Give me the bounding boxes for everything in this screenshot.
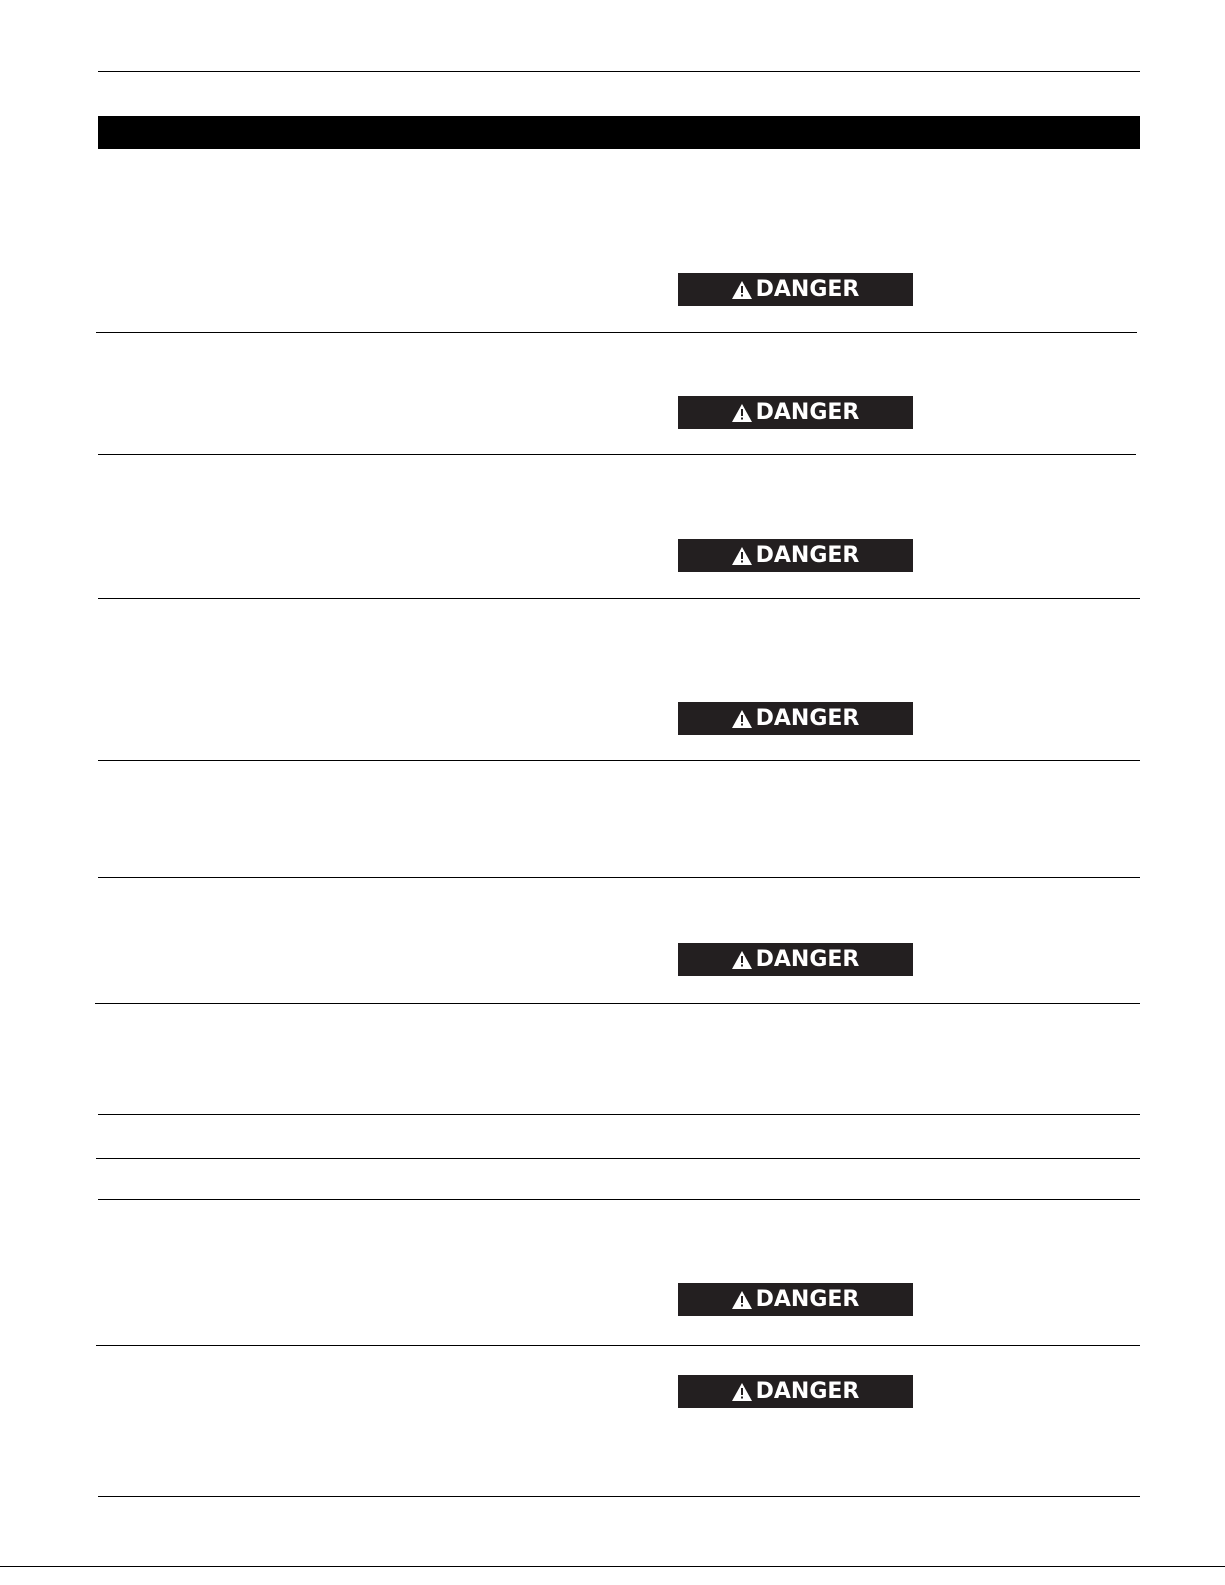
row-divider <box>98 1496 1140 1497</box>
warning-triangle-icon <box>732 710 752 728</box>
row-divider <box>95 1003 1140 1004</box>
row-divider <box>98 1114 1140 1115</box>
warning-triangle-icon <box>732 951 752 969</box>
row-divider <box>98 454 1136 455</box>
danger-tag <box>678 1283 913 1316</box>
danger-tag <box>678 273 913 306</box>
danger-tag <box>678 539 913 572</box>
warning-triangle-icon <box>732 1291 752 1309</box>
warning-triangle-icon <box>732 281 752 299</box>
section-header-bar <box>98 116 1140 149</box>
row-divider <box>98 760 1140 761</box>
danger-label: DANGER <box>755 399 860 425</box>
row-divider <box>98 877 1140 878</box>
danger-label: DANGER <box>755 1286 860 1312</box>
danger-label: DANGER <box>755 946 860 972</box>
danger-tag <box>678 943 913 976</box>
page-bottom-edge <box>0 1566 1225 1567</box>
row-divider <box>98 1199 1140 1200</box>
danger-label: DANGER <box>755 705 860 731</box>
warning-triangle-icon <box>732 1383 752 1401</box>
danger-label: DANGER <box>755 542 860 568</box>
row-divider <box>98 598 1140 599</box>
top-rule <box>98 71 1140 72</box>
danger-label: DANGER <box>755 1378 860 1404</box>
warning-triangle-icon <box>732 547 752 565</box>
row-divider <box>96 1345 1140 1346</box>
danger-tag <box>678 1375 913 1408</box>
danger-tag <box>678 702 913 735</box>
danger-tag <box>678 396 913 429</box>
row-divider <box>96 1158 1140 1159</box>
row-divider <box>96 332 1137 333</box>
warning-triangle-icon <box>732 404 752 422</box>
danger-label: DANGER <box>755 276 860 302</box>
